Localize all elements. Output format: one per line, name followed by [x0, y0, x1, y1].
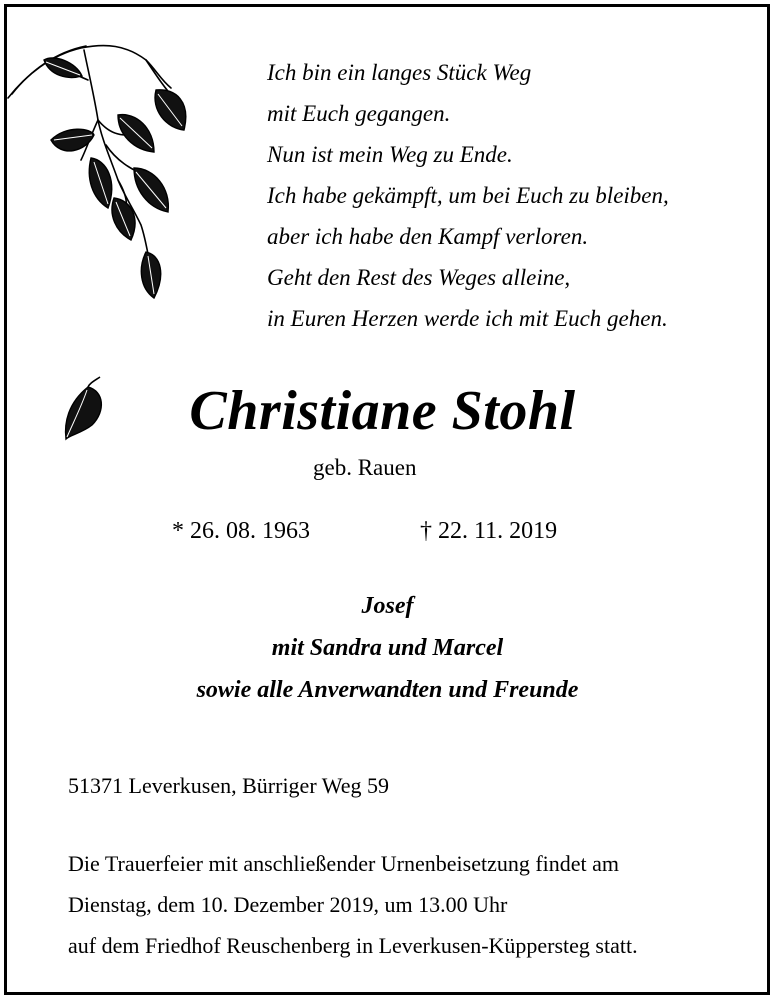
address: 51371 Leverkusen, Bürriger Weg 59 — [68, 773, 390, 798]
poem-line: Ich bin ein langes Stück Weg — [267, 60, 532, 85]
poem-line: aber ich habe den Kampf verloren. — [267, 224, 589, 249]
mourners — [0, 585, 775, 711]
poem-line: Ich habe gekämpft, um bei Euch zu bleiben, — [267, 183, 669, 208]
maiden-name: geb. Rauen — [313, 455, 417, 480]
birth-date: * 26. 08. 1963 — [172, 518, 310, 544]
ceremony-line: auf dem Friedhof Reuschenberg in Leverkusen-Küppersteg statt. — [68, 933, 638, 958]
poem — [267, 52, 669, 339]
poem-line: mit Euch gegangen. — [267, 101, 451, 126]
mourner-line: sowie alle Anverwandten und Freunde — [196, 677, 579, 703]
mourner-line: Josef — [361, 593, 414, 619]
poem-line: Geht den Rest des Weges alleine, — [267, 265, 571, 290]
birch-branch-icon — [6, 40, 196, 305]
poem-line: in Euren Herzen werde ich mit Euch gehen. — [267, 306, 668, 331]
ceremony-info — [68, 843, 638, 966]
deceased-name: Christiane Stohl — [189, 380, 576, 442]
poem-line: Nun ist mein Weg zu Ende. — [267, 142, 513, 167]
mourner-line: mit Sandra und Marcel — [271, 635, 504, 661]
ceremony-line: Dienstag, dem 10. Dezember 2019, um 13.00 Uhr — [68, 892, 508, 917]
death-date: † 22. 11. 2019 — [420, 518, 558, 544]
ceremony-line: Die Trauerfeier mit anschließender Urnenbeisetzung findet am — [68, 851, 620, 876]
